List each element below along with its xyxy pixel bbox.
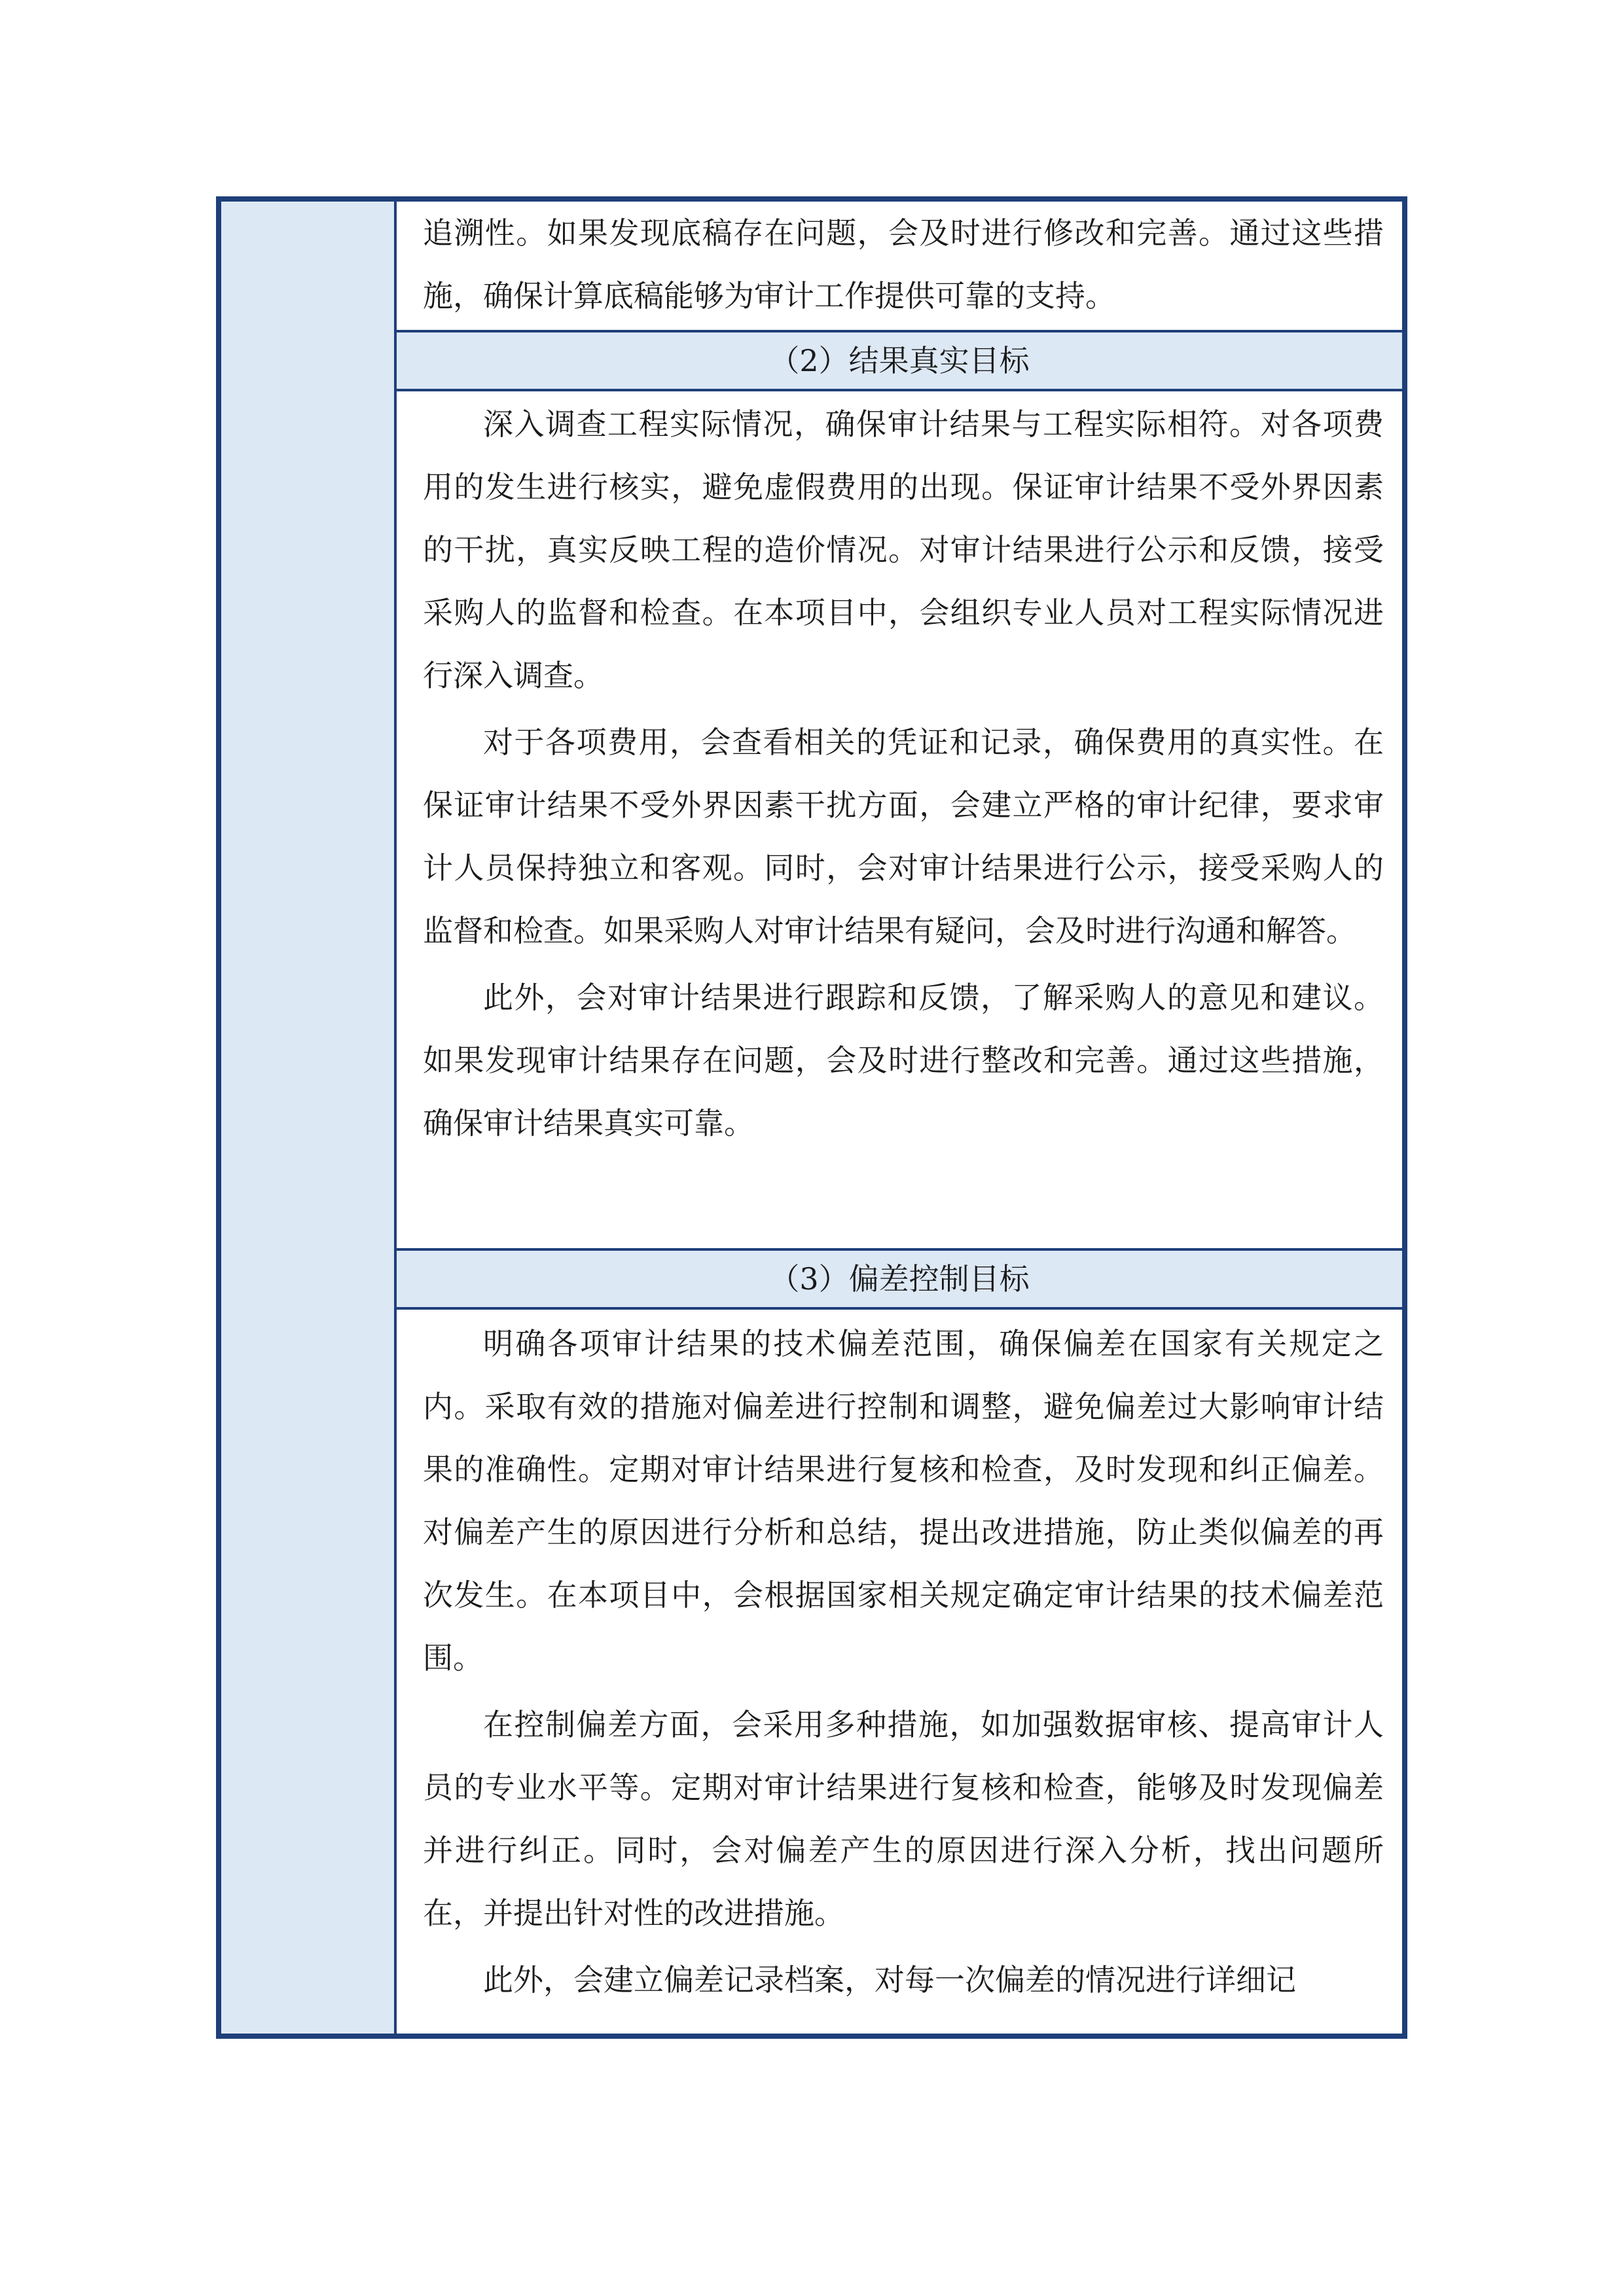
continuation-paragraph: 追溯性。如果发现底稿存在问题，会及时进行修改和完善。通过这些措施，确保计算底稿能够为审计工作提供可靠的支持。 bbox=[423, 215, 1384, 314]
section-2-heading: （2）结果真实目标 bbox=[397, 330, 1402, 391]
section-3-paragraph: 在控制偏差方面，会采用多种措施，如加强数据审核、提高审计人员的专业水平等。定期对审计结果进行复核和检查，能够及时发现偏差并进行纠正。同时，会对偏差产生的原因进行深入分析，找出问题所在，并提出针对性的改进措施。 bbox=[423, 1707, 1384, 1931]
section-2-paragraph: 对于各项费用，会查看相关的凭证和记录，确保费用的真实性。在保证审计结果不受外界因素干扰方面，会建立严格的审计纪律，要求审计人员保持独立和客观。同时，会对审计结果进行公示，接受采购人的监督和检查。如果采购人对审计结果有疑问，会及时进行沟通和解答。 bbox=[423, 725, 1384, 948]
table-left-column bbox=[221, 202, 397, 2034]
section-3-heading: （3）偏差控制目标 bbox=[397, 1248, 1402, 1310]
section-3-paragraph: 明确各项审计结果的技术偏差范围，确保偏差在国家有关规定之内。采取有效的措施对偏差进行控制和调整，避免偏差过大影响审计结果的准确性。定期对审计结果进行复核和检查，及时发现和纠正偏差。对偏差产生的原因进行分析和总结，提出改进措施，防止类似偏差的再次发生。在本项目中，会根据国家相关规定确定审计结果的技术偏差范围。 bbox=[423, 1326, 1384, 1676]
content-table bbox=[216, 196, 1407, 2039]
section-3-body bbox=[397, 1310, 1402, 2034]
table-right-column bbox=[397, 202, 1402, 2034]
section-3-paragraph: 此外，会建立偏差记录档案，对每一次偏差的情况进行详细记 bbox=[483, 1962, 1296, 1998]
section-2-paragraph: 此外，会对审计结果进行跟踪和反馈，了解采购人的意见和建议。如果发现审计结果存在问题，会及时进行整改和完善。通过这些措施，确保审计结果真实可靠。 bbox=[423, 980, 1384, 1141]
section-2-paragraph: 深入调查工程实际情况，确保审计结果与工程实际相符。对各项费用的发生进行核实，避免虚假费用的出现。保证审计结果不受外界因素的干扰，真实反映工程的造价情况。对审计结果进行公示和反馈，接受采购人的监督和检查。在本项目中，会组织专业人员对工程实际情况进行深入调查。 bbox=[423, 406, 1384, 693]
section-2-body bbox=[397, 391, 1402, 1248]
continuation-cell bbox=[397, 202, 1402, 330]
